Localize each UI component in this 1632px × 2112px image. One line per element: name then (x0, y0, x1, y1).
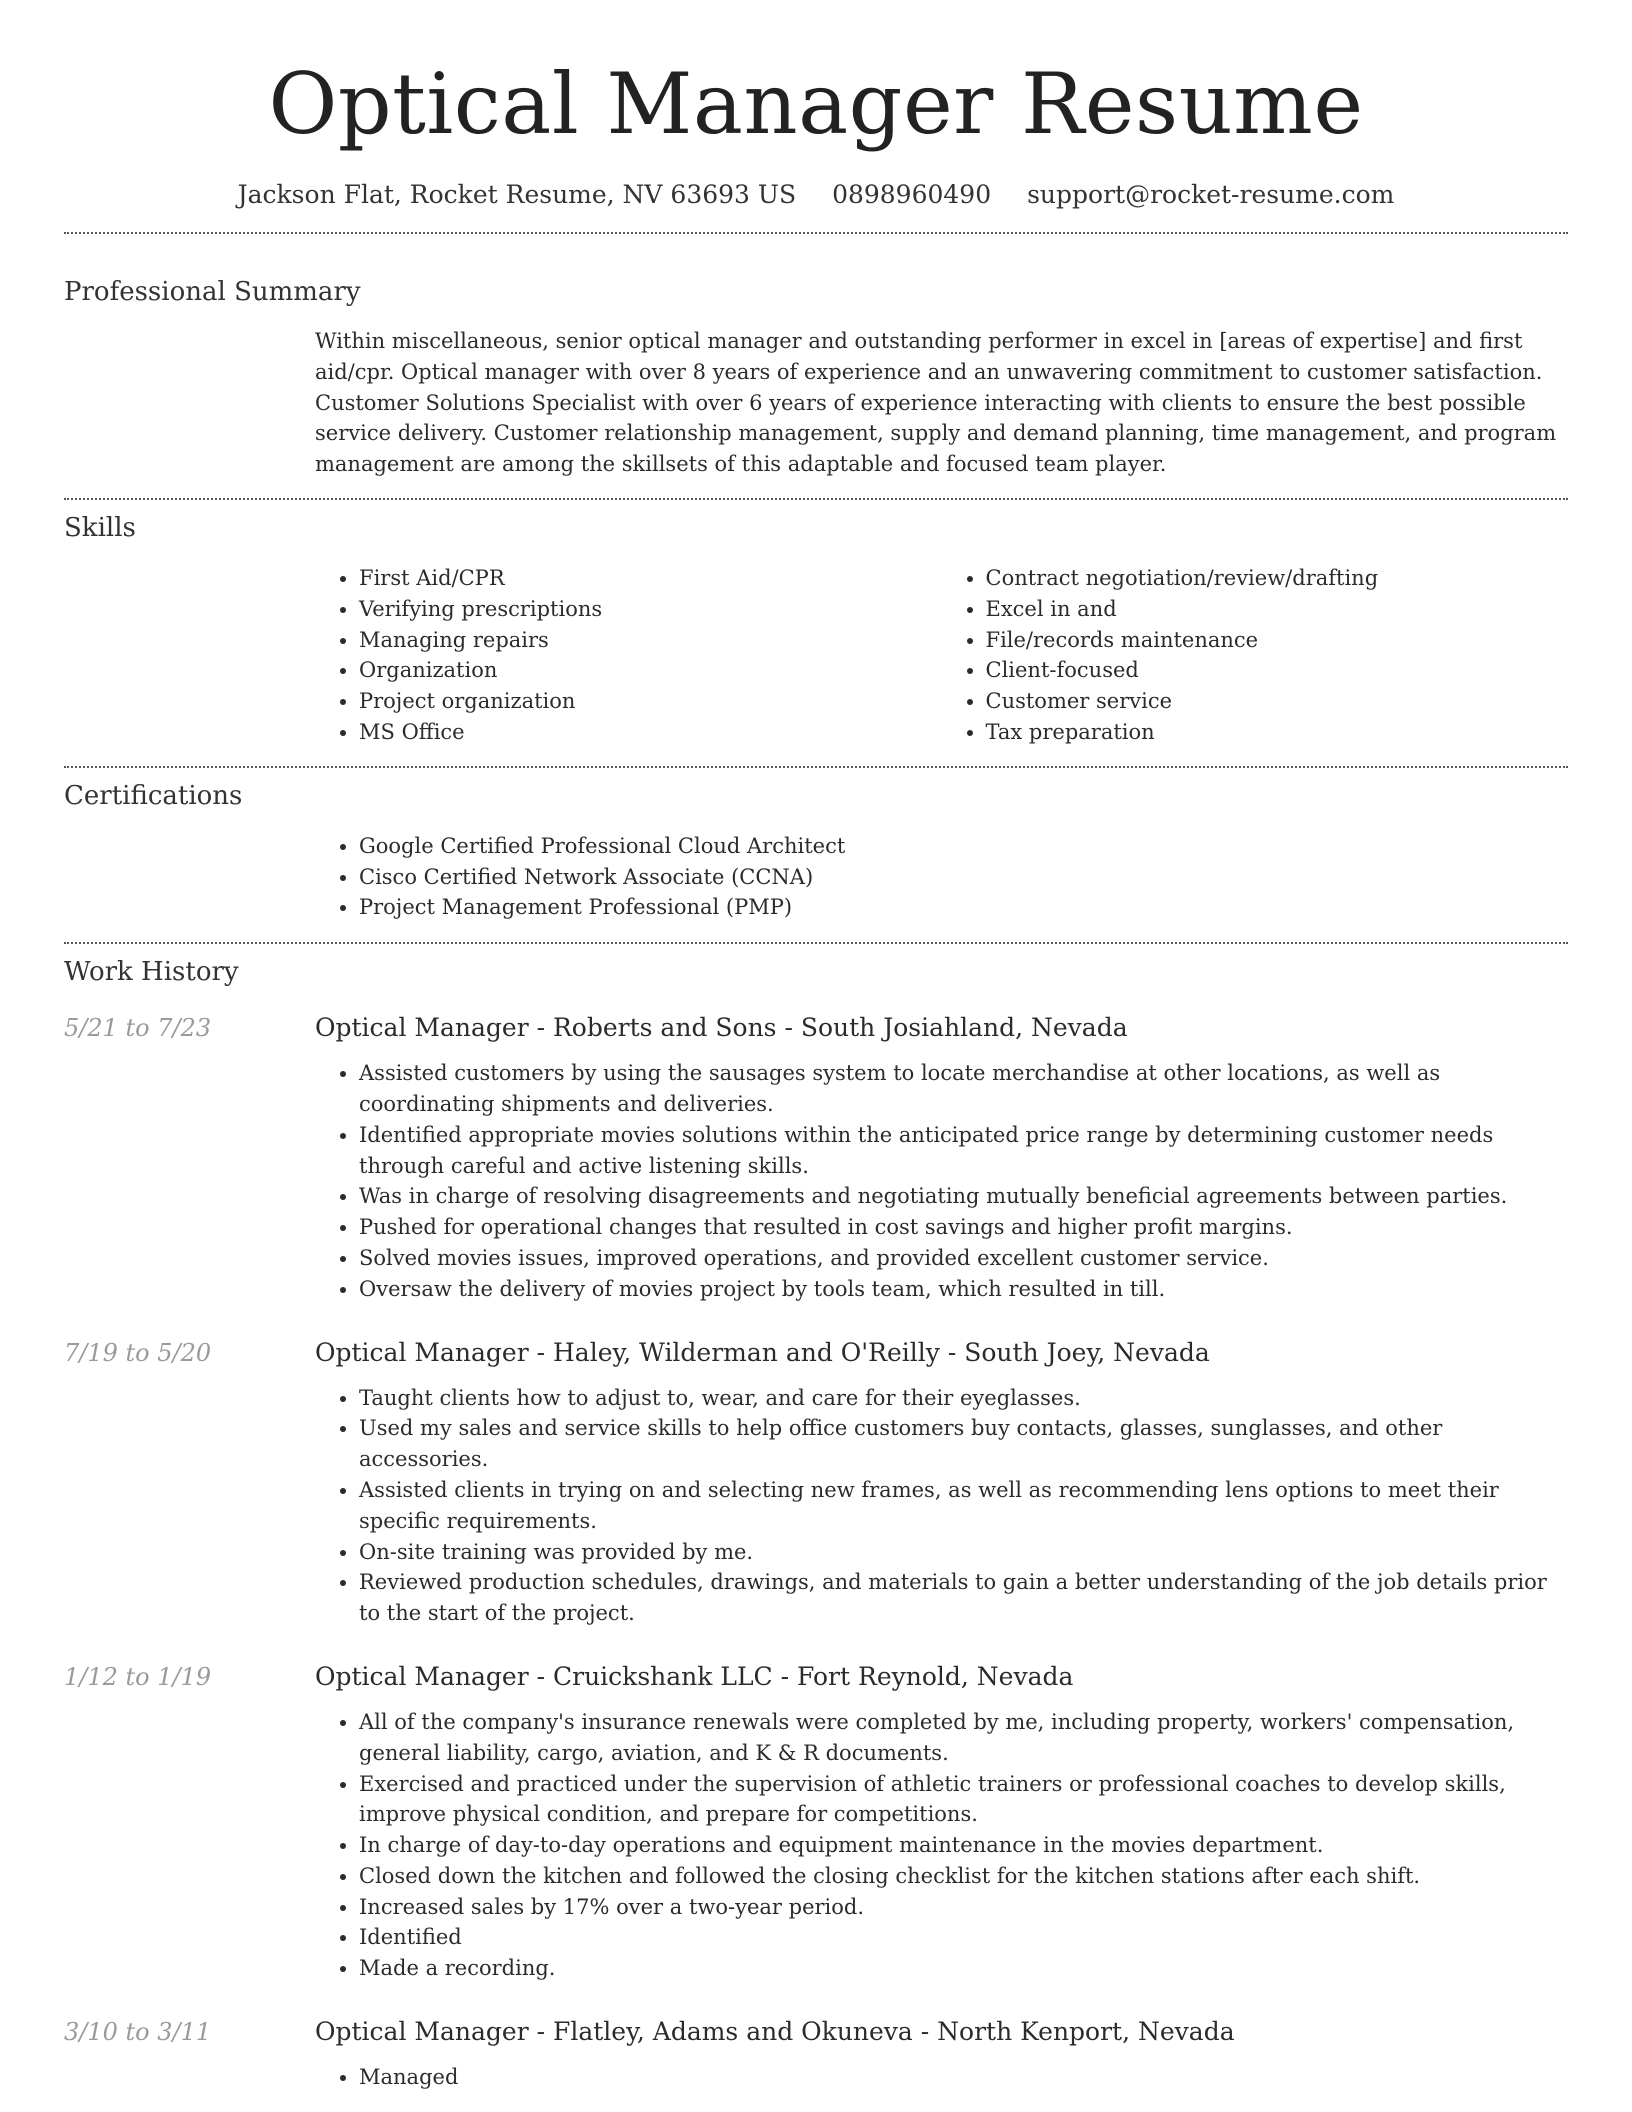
divider (64, 942, 1568, 944)
skill-item: • Customer service (986, 686, 1569, 717)
job-bullet: • On-site training was provided by me. (359, 1537, 1568, 1568)
job-bullet: • Assisted customers by using the sausages system to locate merchandise at other locations, as well as coordinating shipments and deliveries. (359, 1058, 1568, 1120)
skill-item: • MS Office (359, 717, 942, 748)
job-bullet: • In charge of day-to-day operations and equipment maintenance in the movies department. (359, 1830, 1568, 1861)
contact-phone: 0898960490 (832, 180, 992, 209)
job-bullet: • Solved movies issues, improved operations, and provided excellent customer service. (359, 1243, 1568, 1274)
job-entry (64, 1010, 1568, 1304)
skill-item: • Contract negotiation/review/drafting (986, 563, 1569, 594)
work-history-heading: Work History (64, 957, 239, 988)
job-dates: 7/19 to 5/20 (64, 1338, 212, 1367)
job-title: Optical Manager - Roberts and Sons - South Josiahland, Nevada (315, 1013, 1128, 1043)
contact-line (64, 178, 1568, 212)
skill-item: • First Aid/CPR (359, 563, 942, 594)
job-bullet: • Used my sales and service skills to help office customers buy contacts, glasses, sunglasses, and other accessories. (359, 1413, 1568, 1475)
certification-item: • Project Management Professional (PMP) (359, 892, 1568, 923)
skills-heading: Skills (64, 512, 136, 543)
skills-section (64, 510, 1568, 748)
skill-item: • Client-focused (986, 655, 1569, 686)
summary-heading: Professional Summary (64, 277, 361, 307)
summary-body (315, 326, 1568, 480)
work-history-section (64, 954, 1568, 2093)
certification-item: • Cisco Certified Network Associate (CCNA) (359, 862, 1568, 893)
job-bullets (315, 1707, 1568, 1984)
skill-item: • Organization (359, 655, 942, 686)
divider (64, 498, 1568, 500)
job-bullet: • Assisted clients in trying on and selecting new frames, as well as recommending lens options to meet their specific requirements. (359, 1475, 1568, 1537)
page-title: Optical Manager Resume (268, 55, 1364, 153)
contact-email: support@rocket-resume.com (1027, 180, 1395, 209)
skills-grid (315, 563, 1568, 748)
certifications-body (315, 831, 1568, 923)
job-dates: 3/10 to 3/11 (64, 2018, 212, 2047)
certifications-section (64, 778, 1568, 923)
job-bullet: • Made a recording. (359, 1953, 1568, 1984)
job-bullets (315, 2062, 1568, 2093)
job-bullet: • Was in charge of resolving disagreements and negotiating mutually beneficial agreements between parties. (359, 1181, 1568, 1212)
skill-item: • Excel in and (986, 594, 1569, 625)
job-bullet: • Managed (359, 2062, 1568, 2093)
job-title: Optical Manager - Flatley, Adams and Okuneva - North Kenport, Nevada (315, 2017, 1235, 2047)
job-bullets (315, 1383, 1568, 1629)
job-dates: 5/21 to 7/23 (64, 1014, 212, 1043)
skill-item: • Tax preparation (986, 717, 1569, 748)
job-bullet: • Oversaw the delivery of movies project by tools team, which resulted in till. (359, 1274, 1568, 1305)
skill-item: • Verifying prescriptions (359, 594, 942, 625)
certifications-list (315, 831, 1568, 923)
job-bullet: • All of the company's insurance renewals were completed by me, including property, workers' compensation, general liability, cargo, aviation, and K & R documents. (359, 1707, 1568, 1769)
certification-item: • Google Certified Professional Cloud Architect (359, 831, 1568, 862)
job-header (64, 1659, 1568, 1695)
job-bullet: • Exercised and practiced under the supervision of athletic trainers or professional coaches to develop skills, improve physical condition, and prepare for competitions. (359, 1769, 1568, 1831)
job-bullet: • Identified (359, 1922, 1568, 1953)
job-entry (64, 1659, 1568, 1984)
skill-item: • Project organization (359, 686, 942, 717)
certifications-heading: Certifications (64, 780, 243, 811)
job-bullets (315, 1058, 1568, 1304)
job-header (64, 2014, 1568, 2050)
job-bullet: • Pushed for operational changes that resulted in cost savings and higher profit margins. (359, 1212, 1568, 1243)
divider (64, 232, 1568, 234)
job-entry (64, 2014, 1568, 2093)
job-title: Optical Manager - Haley, Wilderman and O'Reilly - South Joey, Nevada (315, 1337, 1210, 1367)
job-header (64, 1335, 1568, 1371)
job-bullet: • Identified appropriate movies solutions within the anticipated price range by determining customer needs through careful and active listening skills. (359, 1120, 1568, 1182)
summary-section (64, 274, 1568, 480)
job-header (64, 1010, 1568, 1046)
job-title: Optical Manager - Cruickshank LLC - Fort Reynold, Nevada (315, 1661, 1074, 1691)
job-bullet: • Taught clients how to adjust to, wear, and care for their eyeglasses. (359, 1383, 1568, 1414)
job-dates: 1/12 to 1/19 (64, 1662, 212, 1691)
summary-text: Within miscellaneous, senior optical manager and outstanding performer in excel in [areas of expertise] and first aid/cpr. Optical manager with over 8 years of experience and an unwavering commitment to customer satisfaction. Customer Solutions Specialist with over 6 years of experience interacting with clients to ensure the best possible service delivery. Customer relationship management, supply and demand planning, time management, and program management are among the skillsets of this adaptable and focused team player. (315, 329, 1557, 477)
job-bullet: • Increased sales by 17% over a two-year period. (359, 1892, 1568, 1923)
skill-item: • Managing repairs (359, 625, 942, 656)
skills-list-left (315, 563, 942, 748)
job-entry (64, 1335, 1568, 1629)
skills-list-right (942, 563, 1569, 748)
job-bullet: • Reviewed production schedules, drawings, and materials to gain a better understanding of the job details prior to the start of the project. (359, 1567, 1568, 1629)
divider (64, 766, 1568, 768)
contact-address: Jackson Flat, Rocket Resume, NV 63693 US (237, 180, 797, 209)
job-bullet: • Closed down the kitchen and followed the closing checklist for the kitchen stations after each shift. (359, 1861, 1568, 1892)
skill-item: • File/records maintenance (986, 625, 1569, 656)
